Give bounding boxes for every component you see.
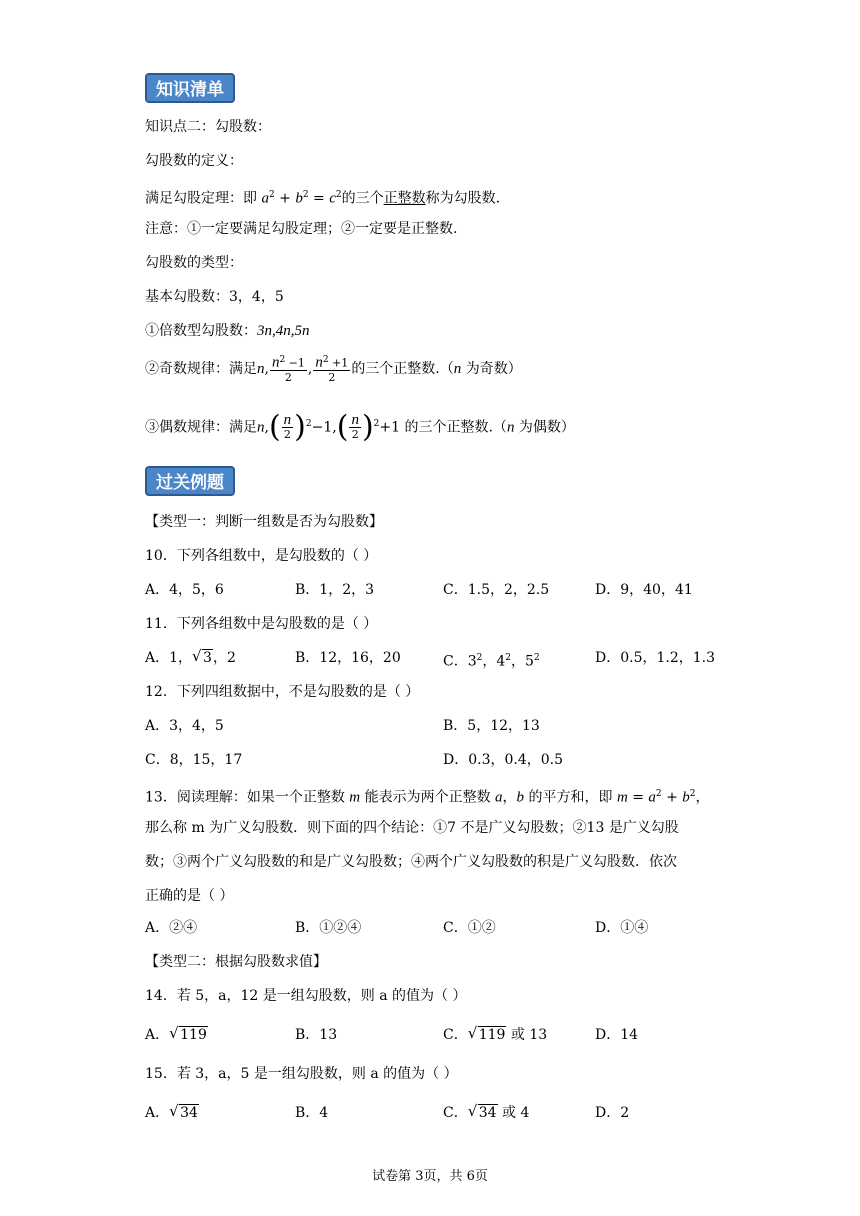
q14-option-a: A．√ 119: [145, 1026, 208, 1044]
question-13-line3: 数；③两个广义勾股数的和是广义勾股数；④两个广义勾股数的积是广义勾股数．依次: [145, 854, 677, 870]
knowledge-point: 知识点二：勾股数：: [145, 119, 271, 135]
q12-option-b: B．5，12，13: [443, 718, 540, 734]
definition-text: 满足勾股定理：即 $a^2 + b^2 = c^2$的三个正整数称为勾股数.: [145, 190, 501, 207]
q14-option-c: C．√ 119 或 13: [443, 1026, 547, 1044]
definition-heading: 勾股数的定义：: [145, 153, 243, 169]
question-13-line1: 13．阅读理解：如果一个正整数 m 能表示为两个正整数 a，b 的平方和，即 $m = a^2 + b^2$，: [145, 789, 710, 806]
q10-option-c: C．1.5，2，2.5: [443, 582, 550, 598]
question-12: 12．下列四组数据中，不是勾股数的是（ ）: [145, 684, 420, 700]
section-title-examples: 过关例题: [145, 466, 235, 496]
types-heading: 勾股数的类型：: [145, 255, 243, 271]
section-title-knowledge: 知识清单: [145, 73, 235, 103]
q13-option-c: C．①②: [443, 920, 496, 936]
q15-option-d: D．2: [595, 1105, 630, 1121]
q10-option-a: A．4，5，6: [145, 582, 224, 598]
question-11: 11．下列各组数中是勾股数的是（ ）: [145, 616, 378, 632]
q12-option-d: D．0.3，0.4，0.5: [443, 752, 564, 768]
even-rule: ③偶数规律：满足n,( $\frac{n}{2}$ )$^2$−1,( $\frac{n}{2}$ )$^2$+1 的三个正整数.（n 为偶数）: [145, 409, 575, 445]
q13-option-a: A．②④: [145, 920, 198, 936]
note-text: 注意：①一定要满足勾股定理；②一定要是正整数.: [145, 221, 458, 237]
q12-option-c: C．8，15，17: [145, 752, 243, 768]
q15-option-c: C．√ 34 或 4: [443, 1104, 529, 1122]
question-13-line2: 那么称 m 为广义勾股数．则下面的四个结论：①7 不是广义勾股数；②13 是广义勾股: [145, 820, 679, 836]
question-14: 14．若 5，a，12 是一组勾股数，则 a 的值为（ ）: [145, 988, 467, 1004]
q10-option-b: B．1，2，3: [295, 582, 375, 598]
question-10: 10．下列各组数中，是勾股数的（ ）: [145, 548, 378, 564]
question-15: 15．若 3，a，5 是一组勾股数，则 a 的值为（ ）: [145, 1066, 458, 1082]
basic-numbers: 基本勾股数：3，4，5: [145, 289, 284, 305]
type1-heading: 【类型一：判断一组数是否为勾股数】: [145, 514, 383, 530]
q15-option-a: A．√ 34: [145, 1104, 199, 1122]
q11-option-a: A．1，√ 3，2: [145, 649, 236, 667]
q11-option-b: B．12，16，20: [295, 650, 401, 666]
type2-heading: 【类型二：根据勾股数求值】: [145, 954, 327, 970]
q11-option-c: C．$3^2$，$4^2$，$5^2$: [443, 653, 540, 670]
q13-option-d: D．①④: [595, 920, 649, 936]
page-footer: 试卷第 3页，共 6页: [372, 1169, 488, 1184]
q12-option-a: A．3，4，5: [145, 718, 224, 734]
multiple-type: ①倍数型勾股数：3n,4n,5n: [145, 323, 310, 339]
odd-rule: ②奇数规律：满足n, $\frac{n^2 -1}{2}$ , $\frac{n^2 +1}{2}$ 的三个正整数.（n 为奇数）: [145, 354, 522, 384]
q14-option-b: B．13: [295, 1027, 338, 1043]
q14-option-d: D．14: [595, 1027, 639, 1043]
question-13-line4: 正确的是（ ）: [145, 888, 234, 904]
q15-option-b: B．4: [295, 1105, 329, 1121]
q11-option-d: D．0.5，1.2，1.3: [595, 650, 716, 666]
q13-option-b: B．①②④: [295, 920, 362, 936]
q10-option-d: D．9，40，41: [595, 582, 693, 598]
